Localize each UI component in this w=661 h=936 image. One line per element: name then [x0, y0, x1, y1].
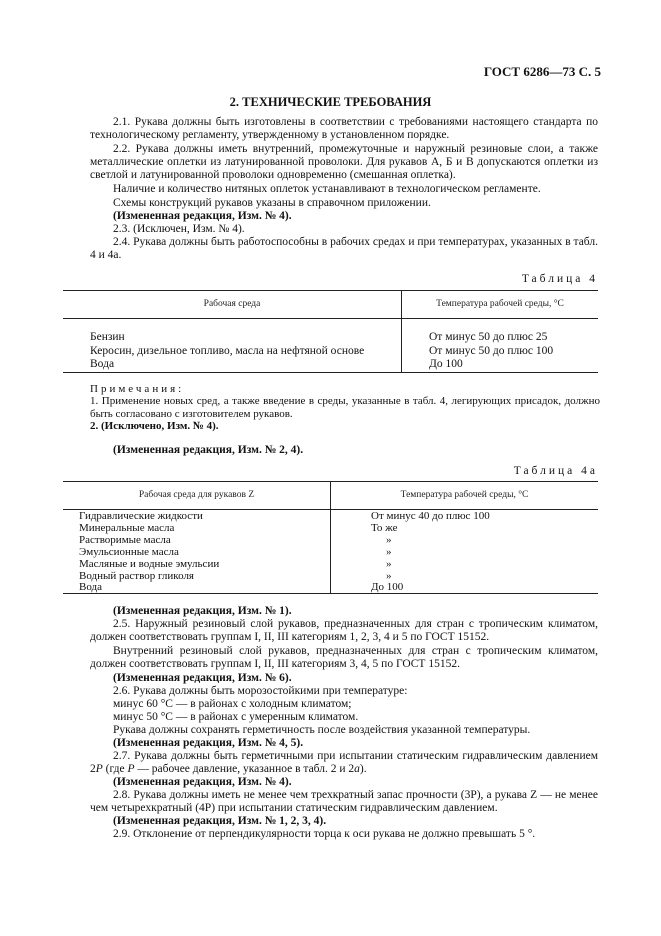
edition-note: (Измененная редакция, Изм. № 1).: [113, 605, 292, 617]
paragraph-2-9: 2.9. Отклонение от перпендикулярности торца к оси рукава не должно превышать 5 °.: [113, 828, 536, 840]
table4a-cell-medium: Гидравлические жидкости: [79, 510, 203, 522]
notes-title: Примечания:: [90, 383, 185, 395]
page-header: ГОСТ 6286—73 С. 5: [483, 64, 601, 79]
table4-header-temp: Температура рабочей среды, °С: [436, 299, 564, 309]
section-title: 2. ТЕХНИЧЕСКИЕ ТРЕБОВАНИЯ: [229, 95, 432, 109]
paragraph-2-6-seal: Рукава должны сохранять герметичность после воздействия указанной температуры.: [113, 724, 531, 736]
paragraph-2-3: 2.3. (Исключен, Изм. № 4).: [113, 223, 245, 235]
paragraph-2-1: 2.1. Рукава должны быть изготовлены в соответствии с требованиями настоящего стандарта по технологическому регламенту, утвержденному в установленном порядке.: [90, 116, 598, 142]
paragraph-2-2: 2.2. Рукава должны иметь внутренний, промежуточные и наружный резиновые слои, а также металлические оплетки из латунированной проволоки. Для рукавов А, Б и В допускаются оплетки из светлой и латунированной проволоки одновременно (смешанная оплетка).: [90, 143, 598, 182]
table4-cell-temp: До 100: [429, 358, 463, 370]
paragraph-2-5-inner: Внутренний резиновый слой рукавов, предназначенных для стран с тропическим климатом, должен соответствовать группам I, II, III категориям 3, 4, 5 по ГОСТ 15152.: [90, 645, 598, 671]
table4a-label: Таблица 4а: [513, 465, 598, 477]
paragraph-threads: Наличие и количество нитяных оплеток устанавливают в технологическом регламенте.: [113, 183, 541, 195]
table4-cell-medium: Вода: [90, 358, 115, 370]
table4a-header-medium: Рабочая среда для рукавов Z: [138, 490, 255, 500]
table4-cell-temp: От минус 50 до плюс 100: [429, 345, 554, 357]
paragraph-2-6-moderate: минус 50 °С — в районах с умеренным климатом.: [113, 711, 359, 723]
table4-cell-medium: Бензин: [90, 331, 125, 343]
table4-header-medium: Рабочая среда: [203, 299, 261, 309]
table4a-cell-medium: Растворимые масла: [79, 534, 171, 546]
table4a-cell-temp: »: [386, 534, 392, 546]
table4-label: Таблица 4: [521, 273, 598, 285]
table4-top-rule: [63, 290, 598, 291]
paragraph-2-8: 2.8. Рукава должны иметь не менее чем трехкратный запас прочности (3Р), а рукава Z — не менее чем четырехкратный (4Р) при испытании статическим гидравлическим давлением.: [90, 789, 598, 815]
paragraph-schemes: Схемы конструкций рукавов указаны в справочном приложении.: [113, 197, 431, 209]
table4a-cell-medium: Эмульсионные масла: [79, 546, 179, 558]
table4-cell-medium: Керосин, дизельное топливо, масла на нефтяной основе: [90, 345, 365, 357]
paragraph-2-4: 2.4. Рукава должны быть работоспособны в рабочих средах и при температурах, указанных в табл. 4 и 4а.: [90, 236, 598, 262]
table4a-cell-medium: Водный раствор гликоля: [79, 570, 194, 582]
table4a-cell-temp: До 100: [371, 581, 404, 593]
paragraph-2-6-cold: минус 60 °С — в районах с холодным климатом;: [113, 698, 352, 710]
table4a-cell-temp: »: [386, 570, 392, 582]
table4a-cell-temp: »: [386, 558, 392, 570]
paragraph-2-7: 2.7. Рукава должны быть герметичными при испытании статическим гидравлическим давлением 2P (где P — рабочее давление, указанное в табл. 2 и 2а).: [90, 750, 598, 776]
note-2: 2. (Исключено, Изм. № 4).: [90, 420, 219, 432]
table4a-cell-temp: То же: [371, 522, 398, 534]
edition-note: (Измененная редакция, Изм. № 6).: [113, 672, 292, 684]
edition-note: (Измененная редакция, Изм. № 1, 2, 3, 4).: [113, 815, 327, 827]
table4a-cell-medium: Минеральные масла: [79, 522, 175, 534]
table4a-bottom-rule: [63, 593, 598, 594]
edition-note: (Измененная редакция, Изм. № 2, 4).: [113, 444, 304, 456]
table4a-cell-medium: Вода: [79, 581, 102, 593]
edition-note: (Измененная редакция, Изм. № 4).: [113, 776, 292, 788]
table4-cell-temp: От минус 50 до плюс 25: [429, 331, 548, 343]
edition-note: (Измененная редакция, Изм. № 4).: [113, 210, 292, 222]
paragraph-2-6: 2.6. Рукава должны быть морозостойкими при температуре:: [113, 685, 408, 697]
table4a-cell-temp: »: [386, 546, 392, 558]
paragraph-2-5: 2.5. Наружный резиновый слой рукавов, предназначенных для стран с тропическим климатом, должен соответствовать группам I, II, III категориям 1, 2, 3, 4 и 5 по ГОСТ 15152.: [90, 618, 598, 644]
edition-note: (Измененная редакция, Изм. № 4, 5).: [113, 737, 304, 749]
note-1: 1. Применение новых сред, а также введение в среды, указанные в табл. 4, легирующих присадок, должно быть согласовано с изготовителем рукавов.: [90, 395, 600, 420]
table4a-header-temp: Температура рабочей среды, °С: [400, 490, 529, 500]
table4-bottom-rule: [63, 372, 598, 373]
table4-header-rule: [63, 318, 598, 319]
table4a-cell-medium: Масляные и водные эмульсии: [79, 558, 220, 570]
table4a-cell-temp: От минус 40 до плюс 100: [371, 510, 490, 522]
